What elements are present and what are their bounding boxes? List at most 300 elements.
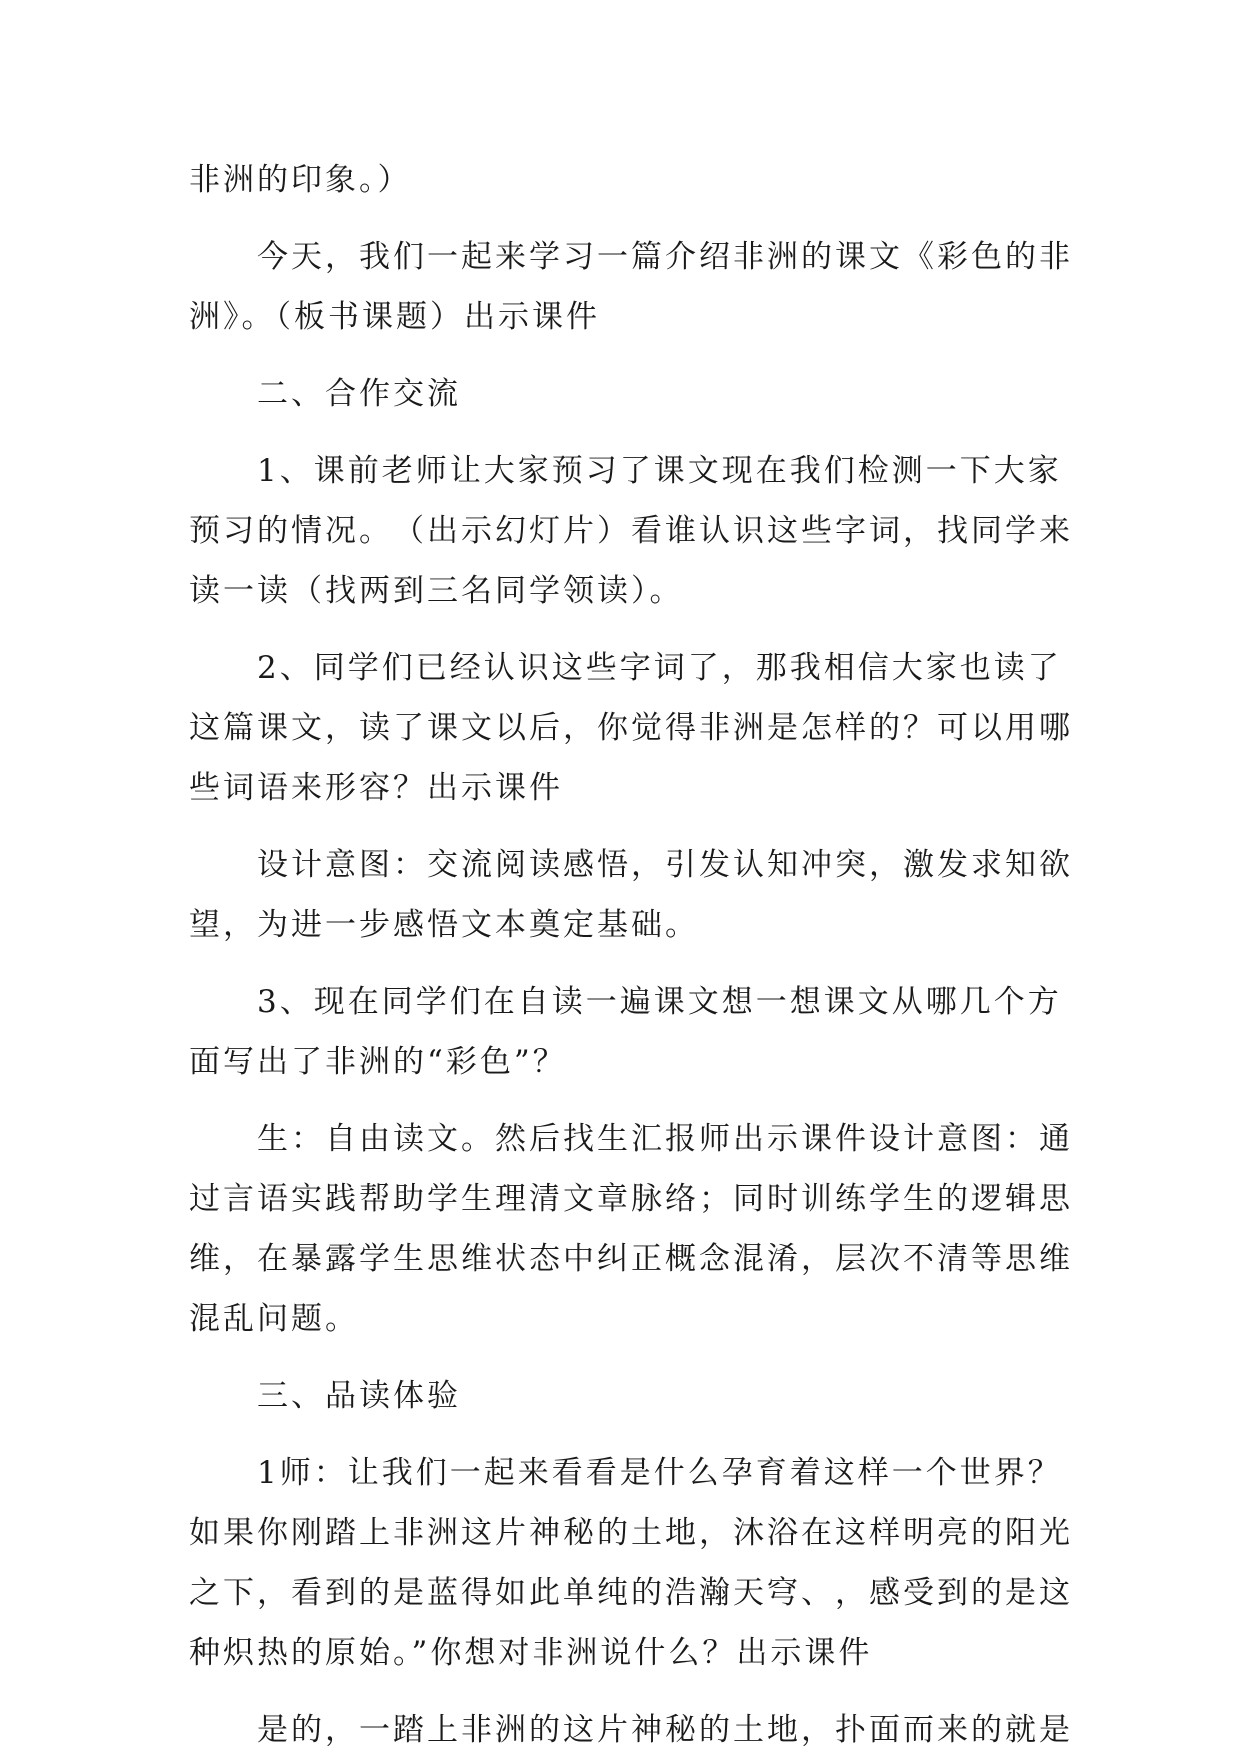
text-line: [189, 1109, 1073, 1169]
glyph: 文: [563, 1181, 597, 1217]
glyph: 读: [359, 710, 393, 746]
glyph: 清: [529, 1181, 563, 1217]
glyph: 的: [597, 1515, 631, 1551]
glyph: 的: [971, 1515, 1005, 1551]
glyph: 的: [937, 1181, 971, 1217]
glyph: 孕: [721, 1455, 756, 1491]
glyph: 概: [665, 1241, 699, 1277]
glyph: 念: [699, 1241, 733, 1277]
glyph: 而: [903, 1712, 937, 1748]
glyph: 读: [393, 1121, 427, 1157]
glyph: 土: [733, 1712, 767, 1748]
glyph: 样: [857, 1455, 892, 1491]
glyph: 果: [223, 1515, 257, 1551]
glyph: 词: [653, 650, 688, 686]
glyph: 这: [1039, 1575, 1073, 1611]
glyph: 感: [869, 1575, 903, 1611]
glyph: 冲: [801, 847, 835, 883]
glyph: 的: [359, 1575, 393, 1611]
glyph: 的: [257, 513, 291, 549]
glyph: 1: [257, 1455, 280, 1491]
text-line: [189, 501, 1073, 561]
glyph: 认: [699, 513, 733, 549]
text-line: [189, 835, 1073, 895]
glyph: 通: [1039, 1121, 1073, 1157]
glyph: 过: [189, 1181, 223, 1217]
glyph: 文: [687, 453, 722, 489]
glyph: 设: [257, 847, 291, 883]
paragraph-gap: [189, 347, 1059, 364]
glyph: 们: [449, 984, 484, 1020]
glyph: 同: [381, 984, 416, 1020]
glyph: 件: [835, 1121, 869, 1157]
glyph: 些: [801, 513, 835, 549]
glyph: 这: [767, 513, 801, 549]
paragraph-gap: [189, 818, 1059, 835]
glyph: 家: [1027, 453, 1062, 489]
glyph: 洲: [427, 1515, 461, 1551]
glyph: 彩: [937, 239, 971, 275]
glyph: 习: [223, 513, 257, 549]
glyph: 是: [1039, 1712, 1073, 1748]
glyph: 帮: [359, 1181, 393, 1217]
glyph: 在: [483, 984, 518, 1020]
glyph: 蓝: [427, 1575, 461, 1611]
paragraph: [189, 972, 1062, 1092]
glyph: 踏: [325, 1515, 359, 1551]
glyph: 计: [291, 847, 325, 883]
glyph: 1: [257, 453, 280, 489]
glyph: 浴: [767, 1515, 801, 1551]
glyph: 生: [257, 1121, 291, 1157]
glyph: 激: [903, 847, 937, 883]
glyph: 一: [891, 1455, 926, 1491]
glyph: 2: [257, 650, 280, 686]
glyph: 示: [461, 513, 495, 549]
glyph: 怎: [801, 710, 835, 746]
glyph: 在: [347, 984, 382, 1020]
glyph: 练: [835, 1181, 869, 1217]
glyph: 个: [993, 984, 1028, 1020]
glyph: 习: [585, 453, 620, 489]
glyph: 的: [801, 239, 835, 275]
glyph: 词: [869, 513, 903, 549]
glyph: 们: [823, 453, 858, 489]
glyph: 相: [823, 650, 858, 686]
glyph: 土: [631, 1515, 665, 1551]
glyph: 了: [393, 710, 427, 746]
glyph: 谁: [665, 513, 699, 549]
glyph: ，: [563, 710, 597, 746]
glyph: 起: [461, 239, 495, 275]
paragraph: [189, 150, 1059, 210]
glyph: 、: [279, 650, 314, 686]
glyph: 如: [189, 1515, 223, 1551]
glyph: 学: [347, 650, 382, 686]
glyph: 状: [495, 1241, 529, 1277]
glyph: 《: [903, 239, 937, 275]
text-line: 二、合作交流: [257, 376, 461, 412]
glyph: 想: [721, 984, 756, 1020]
glyph: 看: [585, 1455, 620, 1491]
text-line: [189, 638, 1062, 698]
glyph: 是: [619, 1455, 654, 1491]
glyph: 到: [325, 1575, 359, 1611]
glyph: 训: [801, 1181, 835, 1217]
glyph: 文: [857, 984, 892, 1020]
glyph: 计: [903, 1121, 937, 1157]
glyph: 育: [755, 1455, 790, 1491]
glyph: ，: [721, 650, 756, 686]
glyph: 课: [823, 984, 858, 1020]
text-line: 非洲的印象。）: [189, 162, 412, 198]
glyph: 突: [835, 847, 869, 883]
glyph: 让: [347, 1455, 382, 1491]
text-line: 三、品读体验: [257, 1378, 461, 1414]
glyph: 一: [449, 1455, 484, 1491]
text-line: 些词语来形容？出示课件: [189, 770, 563, 806]
paragraph-gap: [189, 621, 1059, 638]
glyph: 一: [585, 984, 620, 1020]
glyph: ，: [631, 847, 665, 883]
text-line: 混乱问题。: [189, 1301, 359, 1337]
glyph: 来: [495, 239, 529, 275]
glyph: 信: [857, 650, 892, 686]
glyph: 出: [733, 1121, 767, 1157]
glyph: 字: [619, 650, 654, 686]
glyph: 沐: [733, 1515, 767, 1551]
glyph: 这: [551, 650, 586, 686]
paragraph: [189, 1443, 1073, 1683]
glyph: 此: [529, 1575, 563, 1611]
glyph: 我: [789, 650, 824, 686]
glyph: 课: [835, 239, 869, 275]
glyph: 文: [461, 710, 495, 746]
text-line: 读一读（找两到三名同学领读）。: [189, 573, 684, 609]
glyph: ，: [869, 847, 903, 883]
glyph: ）: [597, 513, 631, 549]
paragraph-gap: [189, 955, 1059, 972]
glyph: 天: [291, 239, 325, 275]
glyph: 老: [381, 453, 416, 489]
glyph: 秘: [563, 1515, 597, 1551]
glyph: 地: [665, 1515, 699, 1551]
glyph: 学: [869, 1181, 903, 1217]
glyph: 一: [427, 239, 461, 275]
glyph: 测: [891, 453, 926, 489]
paragraph: [189, 227, 1073, 347]
glyph: 维: [461, 1241, 495, 1277]
glyph: 洲: [767, 239, 801, 275]
glyph: 些: [585, 650, 620, 686]
glyph: 遍: [619, 984, 654, 1020]
glyph: 课: [313, 453, 348, 489]
text-line: [189, 1700, 1073, 1760]
glyph: 在: [801, 1515, 835, 1551]
glyph: ，: [903, 513, 937, 549]
glyph: 们: [415, 1455, 450, 1491]
glyph: 起: [483, 1455, 518, 1491]
glyph: 学: [1005, 513, 1039, 549]
glyph: 意: [325, 847, 359, 883]
glyph: 片: [495, 1515, 529, 1551]
glyph: 这: [563, 1712, 597, 1748]
glyph: 以: [495, 710, 529, 746]
glyph: 识: [733, 513, 767, 549]
glyph: 现: [313, 984, 348, 1020]
glyph: 来: [937, 1712, 971, 1748]
glyph: 设: [869, 1121, 903, 1157]
glyph: 同: [971, 513, 1005, 549]
glyph: 来: [517, 1455, 552, 1491]
glyph: 篇: [223, 710, 257, 746]
glyph: 的: [631, 1575, 665, 1611]
glyph: 洲: [733, 710, 767, 746]
glyph: 的: [529, 1712, 563, 1748]
glyph: 看: [631, 513, 665, 549]
paragraph-gap: [189, 1092, 1059, 1109]
glyph: 了: [687, 650, 722, 686]
glyph: 纯: [597, 1575, 631, 1611]
glyph: 发: [937, 847, 971, 883]
glyph: 家: [517, 453, 552, 489]
glyph: ，: [325, 710, 359, 746]
glyph: 思: [1039, 1181, 1073, 1217]
glyph: 层: [835, 1241, 869, 1277]
glyph: 混: [733, 1241, 767, 1277]
glyph: 得: [461, 1575, 495, 1611]
glyph: 不: [903, 1241, 937, 1277]
glyph: 后: [529, 1121, 563, 1157]
glyph: 在: [755, 453, 790, 489]
glyph: 之: [189, 1575, 223, 1611]
text-line: [189, 227, 1073, 287]
glyph: 我: [359, 239, 393, 275]
glyph: 欲: [1039, 847, 1073, 883]
glyph: 经: [449, 650, 484, 686]
glyph: 的: [869, 710, 903, 746]
glyph: 样: [835, 710, 869, 746]
glyph: 识: [517, 650, 552, 686]
glyph: 亮: [937, 1515, 971, 1551]
glyph: 同: [313, 650, 348, 686]
glyph: 阅: [495, 847, 529, 883]
paragraph: [189, 835, 1073, 955]
glyph: 认: [733, 847, 767, 883]
glyph: 课: [801, 1121, 835, 1157]
glyph: 、: [279, 453, 314, 489]
glyph: 学: [359, 1241, 393, 1277]
glyph: 浩: [665, 1575, 699, 1611]
glyph: 课: [653, 984, 688, 1020]
glyph: 学: [415, 984, 450, 1020]
glyph: 然: [495, 1121, 529, 1157]
glyph: 的: [1005, 239, 1039, 275]
glyph: 引: [665, 847, 699, 883]
glyph: 么: [687, 1455, 722, 1491]
glyph: 扑: [835, 1712, 869, 1748]
glyph: 非: [1039, 239, 1073, 275]
glyph: 非: [393, 1515, 427, 1551]
glyph: 上: [427, 1712, 461, 1748]
glyph: 光: [1039, 1515, 1073, 1551]
glyph: 什: [653, 1455, 688, 1491]
glyph: 文: [687, 984, 722, 1020]
glyph: 淆: [767, 1241, 801, 1277]
glyph: ？: [1027, 1455, 1062, 1491]
glyph: ，: [801, 1241, 835, 1277]
glyph: 一: [597, 239, 631, 275]
paragraph: [189, 441, 1073, 621]
glyph: 的: [971, 1575, 1005, 1611]
paragraph-gap: [189, 210, 1059, 227]
glyph: 大: [483, 453, 518, 489]
text-line: 望，为进一步感悟文本奠定基础。: [189, 907, 699, 943]
glyph: 助: [393, 1181, 427, 1217]
glyph: 求: [971, 847, 1005, 883]
glyph: 的: [291, 1712, 325, 1748]
glyph: 让: [449, 453, 484, 489]
glyph: 已: [415, 650, 450, 686]
glyph: 示: [767, 1121, 801, 1157]
glyph: ：: [1005, 1121, 1039, 1157]
glyph: 出: [427, 513, 461, 549]
glyph: 前: [347, 453, 382, 489]
glyph: 、: [801, 1575, 835, 1611]
glyph: 生: [597, 1121, 631, 1157]
glyph: 态: [529, 1241, 563, 1277]
glyph: 露: [325, 1241, 359, 1277]
glyph: 生: [393, 1241, 427, 1277]
text-line: [189, 1169, 1073, 1229]
glyph: ：: [393, 847, 427, 883]
glyph: 找: [563, 1121, 597, 1157]
glyph: 由: [359, 1121, 393, 1157]
glyph: 上: [359, 1515, 393, 1551]
glyph: 暴: [291, 1241, 325, 1277]
glyph: 思: [427, 1241, 461, 1277]
glyph: 生: [903, 1181, 937, 1217]
glyph: 学: [427, 1181, 461, 1217]
glyph: 你: [257, 1515, 291, 1551]
glyph: 一: [755, 984, 790, 1020]
glyph: 流: [461, 847, 495, 883]
glyph: 面: [869, 1712, 903, 1748]
glyph: 是: [767, 710, 801, 746]
glyph: 读: [551, 984, 586, 1020]
glyph: 我: [381, 1455, 416, 1491]
glyph: 时: [767, 1181, 801, 1217]
glyph: 受: [903, 1575, 937, 1611]
glyph: 课: [257, 710, 291, 746]
glyph: 一: [359, 1712, 393, 1748]
glyph: 非: [461, 1712, 495, 1748]
glyph: ，: [223, 1241, 257, 1277]
glyph: 从: [891, 984, 926, 1020]
glyph: 可: [937, 710, 971, 746]
glyph: 瀚: [699, 1575, 733, 1611]
glyph: 。: [359, 513, 393, 549]
text-line: 面写出了非洲的“彩色”？: [189, 1044, 567, 1080]
glyph: 。: [461, 1121, 495, 1157]
glyph: 后: [529, 710, 563, 746]
glyph: 自: [517, 984, 552, 1020]
glyph: 下: [959, 453, 994, 489]
glyph: 预: [189, 513, 223, 549]
glyph: ？: [903, 710, 937, 746]
glyph: 3: [257, 984, 280, 1020]
glyph: ，: [835, 1575, 869, 1611]
glyph: 片: [597, 1712, 631, 1748]
glyph: 言: [223, 1181, 257, 1217]
glyph: 悟: [597, 847, 631, 883]
glyph: 家: [925, 650, 960, 686]
glyph: 文: [291, 710, 325, 746]
glyph: 用: [1005, 710, 1039, 746]
glyph: 络: [665, 1181, 699, 1217]
glyph: 篇: [631, 239, 665, 275]
glyph: 神: [529, 1515, 563, 1551]
glyph: 觉: [631, 710, 665, 746]
glyph: 学: [529, 239, 563, 275]
glyph: 我: [789, 453, 824, 489]
glyph: 图: [971, 1121, 1005, 1157]
glyph: 中: [563, 1241, 597, 1277]
glyph: 你: [597, 710, 631, 746]
glyph: ；: [699, 1181, 733, 1217]
glyph: 得: [665, 710, 699, 746]
glyph: 了: [619, 453, 654, 489]
text-line: [189, 1563, 1073, 1623]
glyph: 践: [325, 1181, 359, 1217]
glyph: 天: [733, 1575, 767, 1611]
text-line: [189, 972, 1062, 1032]
glyph: 非: [733, 239, 767, 275]
glyph: 非: [699, 710, 733, 746]
glyph: 生: [461, 1181, 495, 1217]
glyph: ，: [325, 239, 359, 275]
glyph: 幻: [495, 513, 529, 549]
glyph: 纠: [597, 1241, 631, 1277]
glyph: 色: [971, 239, 1005, 275]
glyph: 们: [381, 650, 416, 686]
text-line: [189, 698, 1073, 758]
glyph: 实: [291, 1181, 325, 1217]
glyph: ：: [291, 1121, 325, 1157]
glyph: 的: [699, 1712, 733, 1748]
glyph: 灯: [529, 513, 563, 549]
glyph: 情: [291, 513, 325, 549]
glyph: 同: [733, 1181, 767, 1217]
glyph: 是: [257, 1712, 291, 1748]
glyph: 逻: [971, 1181, 1005, 1217]
glyph: 们: [393, 239, 427, 275]
glyph: 在: [257, 1241, 291, 1277]
glyph: 看: [291, 1575, 325, 1611]
glyph: 哪: [1039, 710, 1073, 746]
glyph: 读: [993, 650, 1028, 686]
glyph: 大: [993, 453, 1028, 489]
glyph: 个: [925, 1455, 960, 1491]
glyph: 况: [325, 513, 359, 549]
paragraph: [189, 1366, 1059, 1426]
paragraph: [189, 364, 1059, 424]
paragraph-gap: [189, 1683, 1059, 1700]
glyph: 辑: [1005, 1181, 1039, 1217]
glyph: 文: [869, 239, 903, 275]
glyph: 汇: [631, 1121, 665, 1157]
glyph: 脉: [631, 1181, 665, 1217]
